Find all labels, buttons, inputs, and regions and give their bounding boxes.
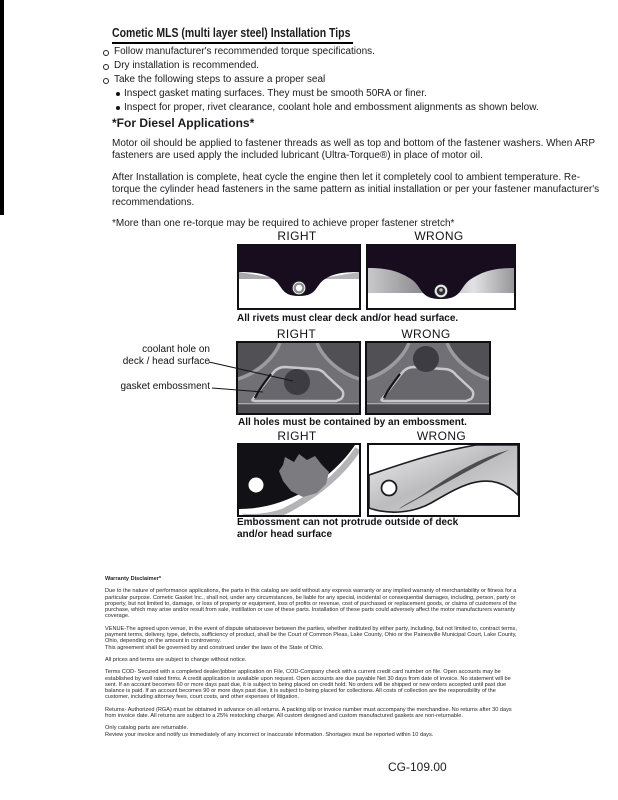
bolt-hole xyxy=(382,481,397,496)
legal-paragraph: Only catalog parts are returnable. xyxy=(105,725,189,732)
page-title: Cometic MLS (multi layer steel) Installation Tips xyxy=(112,26,353,44)
filled-bullet-icon xyxy=(116,92,120,96)
tip-text: Dry installation is recommended. xyxy=(114,60,260,71)
page-title-wrap xyxy=(112,24,399,44)
figure1-wrong-label: WRONG xyxy=(414,229,464,243)
figure2-wrong-label: WRONG xyxy=(401,327,451,341)
legal-paragraph: Due to the nature of performance applications, the parts in this catalog are sold without any express warranty or any implied warranty of merchantability or fitness for a particular purpose. Cometic Gasket Inc., shall not, under any circumstances, be liable for any special, incidental or consequential damages, including, person, party or property, but not limited to, damage, or loss of property or equipment, loss of profits or revenue, cost of purchased or replacement goods, or claims of customers of the purchase, which may arise and/or result from sale, instillation or use of these parts. Installation of these parts could adversely affect the motor manufacturers warranty coverage. xyxy=(105,588,517,620)
tip-subitem xyxy=(103,101,608,115)
legal-paragraph: All prices and terms are subject to change without notice. xyxy=(105,656,247,663)
figure3-caption: Embossment can not protrude outside of deck and/or head surface xyxy=(237,517,459,540)
figure1-wrong-diagram xyxy=(366,244,516,310)
left-edge-mark xyxy=(0,0,4,215)
diesel-paragraph: After Installation is complete, heat cycle the engine then let it completely cool to ambient temperature. Re-torque the cylinder head fasteners in the same pattern as initial installation or per your fastener manufacturer's recommendations. xyxy=(112,171,600,208)
figure1-caption: All rivets must clear deck and/or head surface. xyxy=(237,313,459,324)
figure3-wrong-diagram xyxy=(367,443,520,517)
tip-text: Take the following steps to assure a proper seal xyxy=(114,74,326,85)
page-number: CG-109.00 xyxy=(388,760,447,774)
warranty-section xyxy=(105,576,519,744)
diesel-paragraph: *More than one re-torque may be required to achieve proper fastener stretch* xyxy=(112,218,455,230)
protrude-right-art xyxy=(239,445,359,515)
tips-list xyxy=(103,45,608,115)
rivet-clear-wrong-art xyxy=(368,246,514,308)
callout-coolant-hole-label: coolant hole on deck / head surface xyxy=(122,344,210,367)
legal-paragraph: VENUE-The agreed upon venue, in the event of dispute whatsoever between the parties, whether instituted by either party, including, but not limited to, contract terms, payment terms, delivery, type, defects, sufficiency of product, shall be the Court of Common Pleas, Lake County, Ohio or the Painesville Municipal Court, Lake County, Ohio, depending on the amount in controversy. xyxy=(105,625,517,645)
embossment-wrong-art xyxy=(367,343,489,413)
diesel-heading: *For Diesel Applications* xyxy=(112,116,255,130)
open-bullet-icon xyxy=(103,78,109,84)
tip-text: Inspect gasket mating surfaces. They must be smooth 50RA or finer. xyxy=(124,88,427,99)
figure1-right-diagram xyxy=(237,244,361,310)
rivet-clear-right-art xyxy=(239,246,359,308)
tip-item xyxy=(103,45,608,59)
legal-paragraph: Terms COD- Secured with a completed dealer/jobber application on File, COD-Company check with a current credit card number on file. Open accounts may be established by well rated firms. A credit application is available upon request. Open accounts are due payable Net 30 days from date of invoice. No statement will be sent. If an account becomes 60 or more days past due, it is subject to being placed on credit hold. No orders will be shipped or new orders accepted until past due balance is paid. If an account becomes 90 or more days past due, it is subject to being placed for collections. All costs of collection are the responsibility of the customer, including attorney fees, court costs, and other expenses of litigation. xyxy=(105,669,511,701)
figure3-right-diagram xyxy=(237,443,361,517)
tip-text: Follow manufacturer's recommended torque specifications. xyxy=(114,46,375,57)
figure2-wrong-diagram xyxy=(365,341,491,415)
tip-item xyxy=(103,73,608,87)
bolt-hole xyxy=(249,478,264,493)
diesel-paragraph: Motor oil should be applied to fastener threads as well as top and bottom of the fastener washers. When ARP fasteners are used apply the included lubricant (Ultra-Torque®) in place of motor oil. xyxy=(112,138,595,162)
open-bullet-icon xyxy=(103,50,109,56)
tip-subitem xyxy=(103,87,608,101)
figure3-right-label: RIGHT xyxy=(277,429,317,443)
legal-paragraph: Returns- Authorized (RGA) must be obtained in advance on all returns. A packing slip or invoice number must accompany the merchandise. No returns after 30 days from invoice date. All returns are subject to a 25% restocking charge. All custom designed and custom manufactured gaskets are non-returnable. xyxy=(105,706,512,720)
figure3-wrong-label: WRONG xyxy=(416,429,467,443)
callout-embossment-label: gasket embossment xyxy=(120,381,210,392)
callout-lines xyxy=(205,355,300,397)
tip-text: Inspect for proper, rivet clearance, coolant hole and embossment alignments as shown below. xyxy=(124,102,539,113)
figure2-caption: All holes must be contained by an embossment. xyxy=(238,417,467,428)
diesel-section xyxy=(112,116,606,239)
protrude-wrong-art xyxy=(369,445,518,515)
coolant-hole xyxy=(413,346,439,372)
warranty-heading: Warranty Disclaimer* xyxy=(105,576,162,582)
figure2-right-label: RIGHT xyxy=(276,327,317,341)
legal-paragraph: This agreement shall be governed by and construed under the laws of the State of Ohio. xyxy=(105,644,324,651)
open-bullet-icon xyxy=(103,64,109,70)
filled-bullet-icon xyxy=(116,106,120,110)
legal-paragraph: Review your invoice and notify us immediately of any incorrect or inaccurate information. Shortages must be reported within 10 days. xyxy=(105,731,434,738)
figure1-right-label: RIGHT xyxy=(277,229,317,243)
tip-item xyxy=(103,59,608,73)
